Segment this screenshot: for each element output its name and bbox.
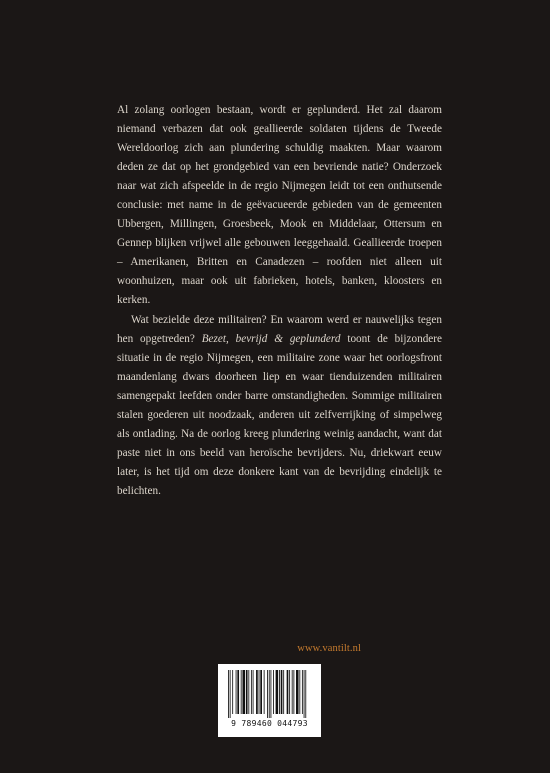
- barcode-bar: [302, 670, 303, 714]
- barcode-bar: [287, 670, 289, 714]
- barcode-bar: [289, 670, 290, 714]
- barcode-bar: [228, 670, 229, 718]
- barcode-bar: [304, 670, 305, 718]
- blurb-paragraph-2-intro: Wat bezielde deze militairen? En waarom werd er nauwelijks tegen hen opgetreden?: [117, 313, 442, 345]
- blurb-text: [117, 101, 442, 501]
- barcode-bar: [236, 670, 237, 714]
- barcode: [218, 664, 321, 737]
- barcode-bar: [260, 670, 262, 714]
- barcode-bar: [299, 670, 300, 714]
- blurb-paragraph-2-body: toont de bijzondere situatie in de regio Nijmegen, een militaire zone waar het oorlogsfront maandenlang dwars doorheen liep en waar tienduizenden militairen samengepakt leefden onder barre omstandigheden. Sommige militairen stalen goederen uit noodzaak, anderen uit zelfverrijking of simpelweg als ontlading. Na de oorlog kreeg plundering weinig aandacht, want dat paste niet in ons beeld van heroïsche bevrijders. Nu, driekwart eeuw later, is het tijd om deze donkere kant van de bevrijding eindelijk te belichten.: [117, 332, 442, 497]
- barcode-bar: [248, 670, 249, 714]
- barcode-bar: [267, 670, 268, 718]
- barcode-bar: [279, 670, 280, 714]
- barcode-bar: [242, 670, 245, 714]
- barcode-bar: [232, 670, 233, 714]
- barcode-bar: [251, 670, 252, 714]
- barcode-bar: [281, 670, 283, 714]
- barcode-bar: [271, 670, 272, 718]
- barcode-bar: [269, 670, 270, 718]
- blurb-paragraph-2: [117, 311, 442, 501]
- barcode-bar: [296, 670, 299, 714]
- barcode-bar: [237, 670, 239, 714]
- blurb-paragraph-1: Al zolang oorlogen bestaan, wordt er geplunderd. Het zal daarom niemand verbazen dat ook geallieerde soldaten tijdens de Tweede Wereldoorlog zich aan plundering schuldig maakten. Maar waarom deden ze dat op het grondgebied van een bevriende natie? Onderzoek naar wat zich afspeelde in de regio Nijmegen leidt tot een onthutsende conclusie: met name in de geëvacueerde gebieden van de gemeenten Ubbergen, Millingen, Groesbeek, Mook en Middelaar, Ottersum en Gennep blijken vrijwel alle gebouwen leeggehaald. Geallieerde troepen – Amerikanen, Britten en Canadezen – roofden niet alleen uit woonhuizen, maar ook uit fabrieken, hotels, banken, kloosters en kerken.: [117, 104, 442, 307]
- barcode-bars: [228, 670, 311, 718]
- barcode-bar: [259, 670, 260, 714]
- barcode-bar: [246, 670, 248, 714]
- barcode-bar: [253, 670, 254, 714]
- barcode-bar: [283, 670, 284, 714]
- book-title-italic: Bezet, bevrijd & geplunderd: [201, 332, 341, 345]
- barcode-bar: [241, 670, 242, 714]
- barcode-bar: [305, 670, 306, 718]
- barcode-bar: [292, 670, 293, 714]
- barcode-bar: [256, 670, 258, 714]
- barcode-bar: [293, 670, 294, 714]
- publisher-website: www.vantilt.nl: [297, 643, 361, 654]
- barcode-bar: [276, 670, 279, 714]
- barcode-bar: [230, 670, 231, 718]
- isbn-number: 9 789460 044793: [231, 719, 308, 728]
- barcode-bar: [273, 670, 274, 714]
- barcode-bar: [264, 670, 265, 714]
